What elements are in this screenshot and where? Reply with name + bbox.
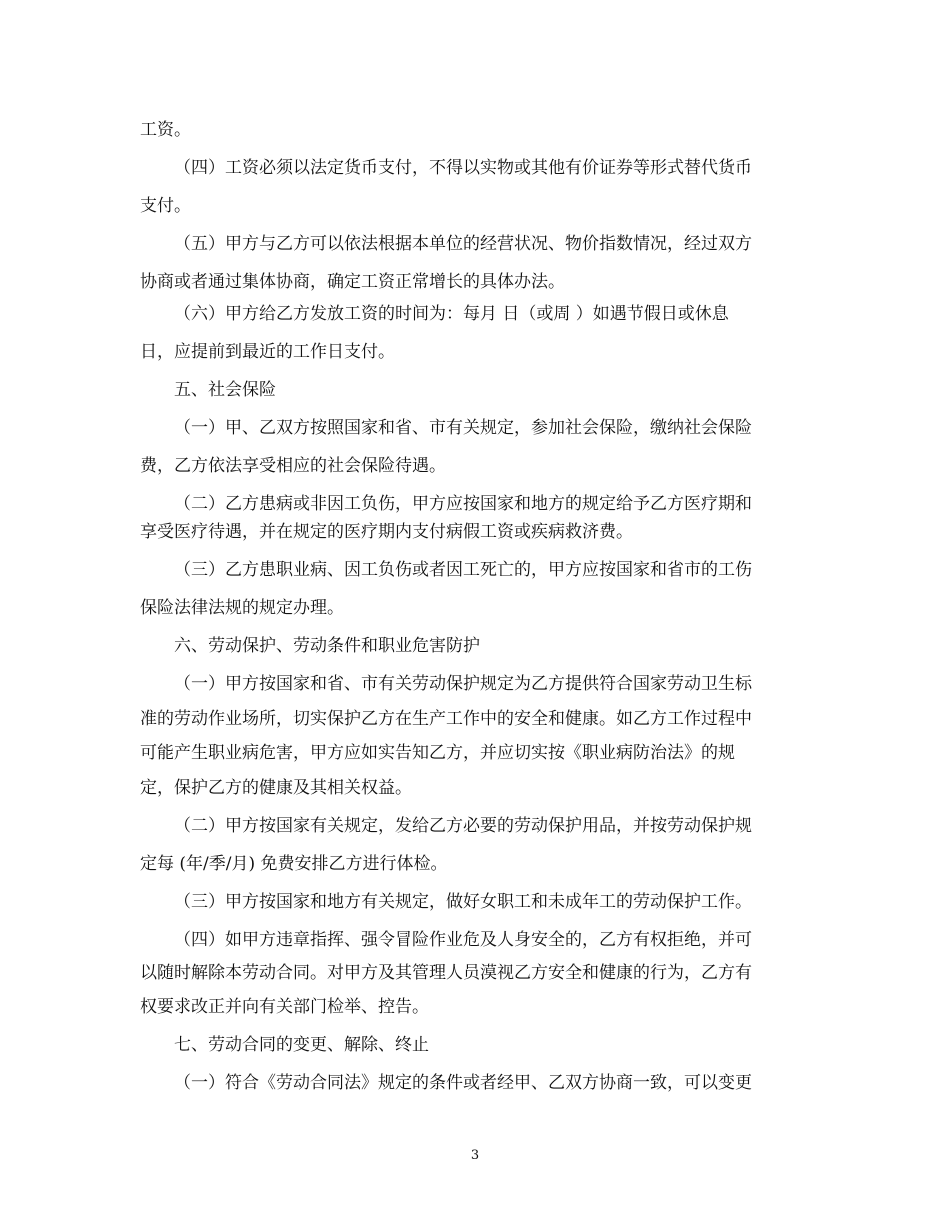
text-line: 可能产生职业病危害，甲方应如实告知乙方，并应切实按《职业病防治法》的规 [140,743,735,763]
page-number: 3 [470,1148,480,1163]
text-line: （四）如甲方违章指挥、强令冒险作业危及人身安全的，乙方有权拒绝，并可 [174,930,752,950]
text-line: 享受医疗待遇，并在规定的医疗期内支付病假工资或疾病救济费。 [140,522,633,542]
text-line: 定，保护乙方的健康及其相关权益。 [140,778,412,798]
text-line: （一）甲方按国家和省、市有关劳动保护规定为乙方提供符合国家劳动卫生标 [174,674,752,694]
section-heading: 六、劳动保护、劳动条件和职业危害防护 [174,636,480,656]
text-line: （五）甲方与乙方可以依法根据本单位的经营状况、物价指数情况，经过双方 [174,234,752,254]
section-heading: 七、劳动合同的变更、解除、终止 [174,1035,429,1055]
text-line: （三）甲方按国家和地方有关规定，做好女职工和未成年工的劳动保护工作。 [174,892,752,912]
text-line: （一）符合《劳动合同法》规定的条件或者经甲、乙双方协商一致，可以变更 [174,1073,752,1093]
text-line: 权要求改正并向有关部门检举、控告。 [140,997,429,1017]
text-line: 费，乙方依法享受相应的社会保险待遇。 [140,456,446,476]
text-line: （四）工资必须以法定货币支付，不得以实物或其他有价证券等形式替代货币 [174,158,752,178]
text-line: 日，应提前到最近的工作日支付。 [140,342,395,362]
text-line: 保险法律法规的规定办理。 [140,598,344,618]
text-line: （一）甲、乙双方按照国家和省、市有关规定，参加社会保险，缴纳社会保险 [174,418,752,438]
text-line: 准的劳动作业场所，切实保护乙方在生产工作中的安全和健康。如乙方工作过程中 [140,709,752,729]
text-line: （二）乙方患病或非因工负伤，甲方应按国家和地方的规定给予乙方医疗期和 [174,494,752,514]
text-line: （六）甲方给乙方发放工资的时间为：每月 日（或周 ）如遇节假日或休息 [174,304,729,324]
text-line: （三）乙方患职业病、因工负伤或者因工死亡的，甲方应按国家和省市的工伤 [174,560,752,580]
text-line: （二）甲方按国家有关规定，发给乙方必要的劳动保护用品，并按劳动保护规 [174,816,752,836]
text-line: 工资。 [140,120,191,140]
text-line: 以随时解除本劳动合同。对甲方及其管理人员漠视乙方安全和健康的行为，乙方有 [140,963,752,983]
section-heading: 五、社会保险 [174,380,276,400]
text-line: 定每 (年/季/月) 免费安排乙方进行体检。 [140,854,448,874]
text-line: 协商或者通过集体协商，确定工资正常增长的具体办法。 [140,272,565,292]
text-line: 支付。 [140,196,191,216]
